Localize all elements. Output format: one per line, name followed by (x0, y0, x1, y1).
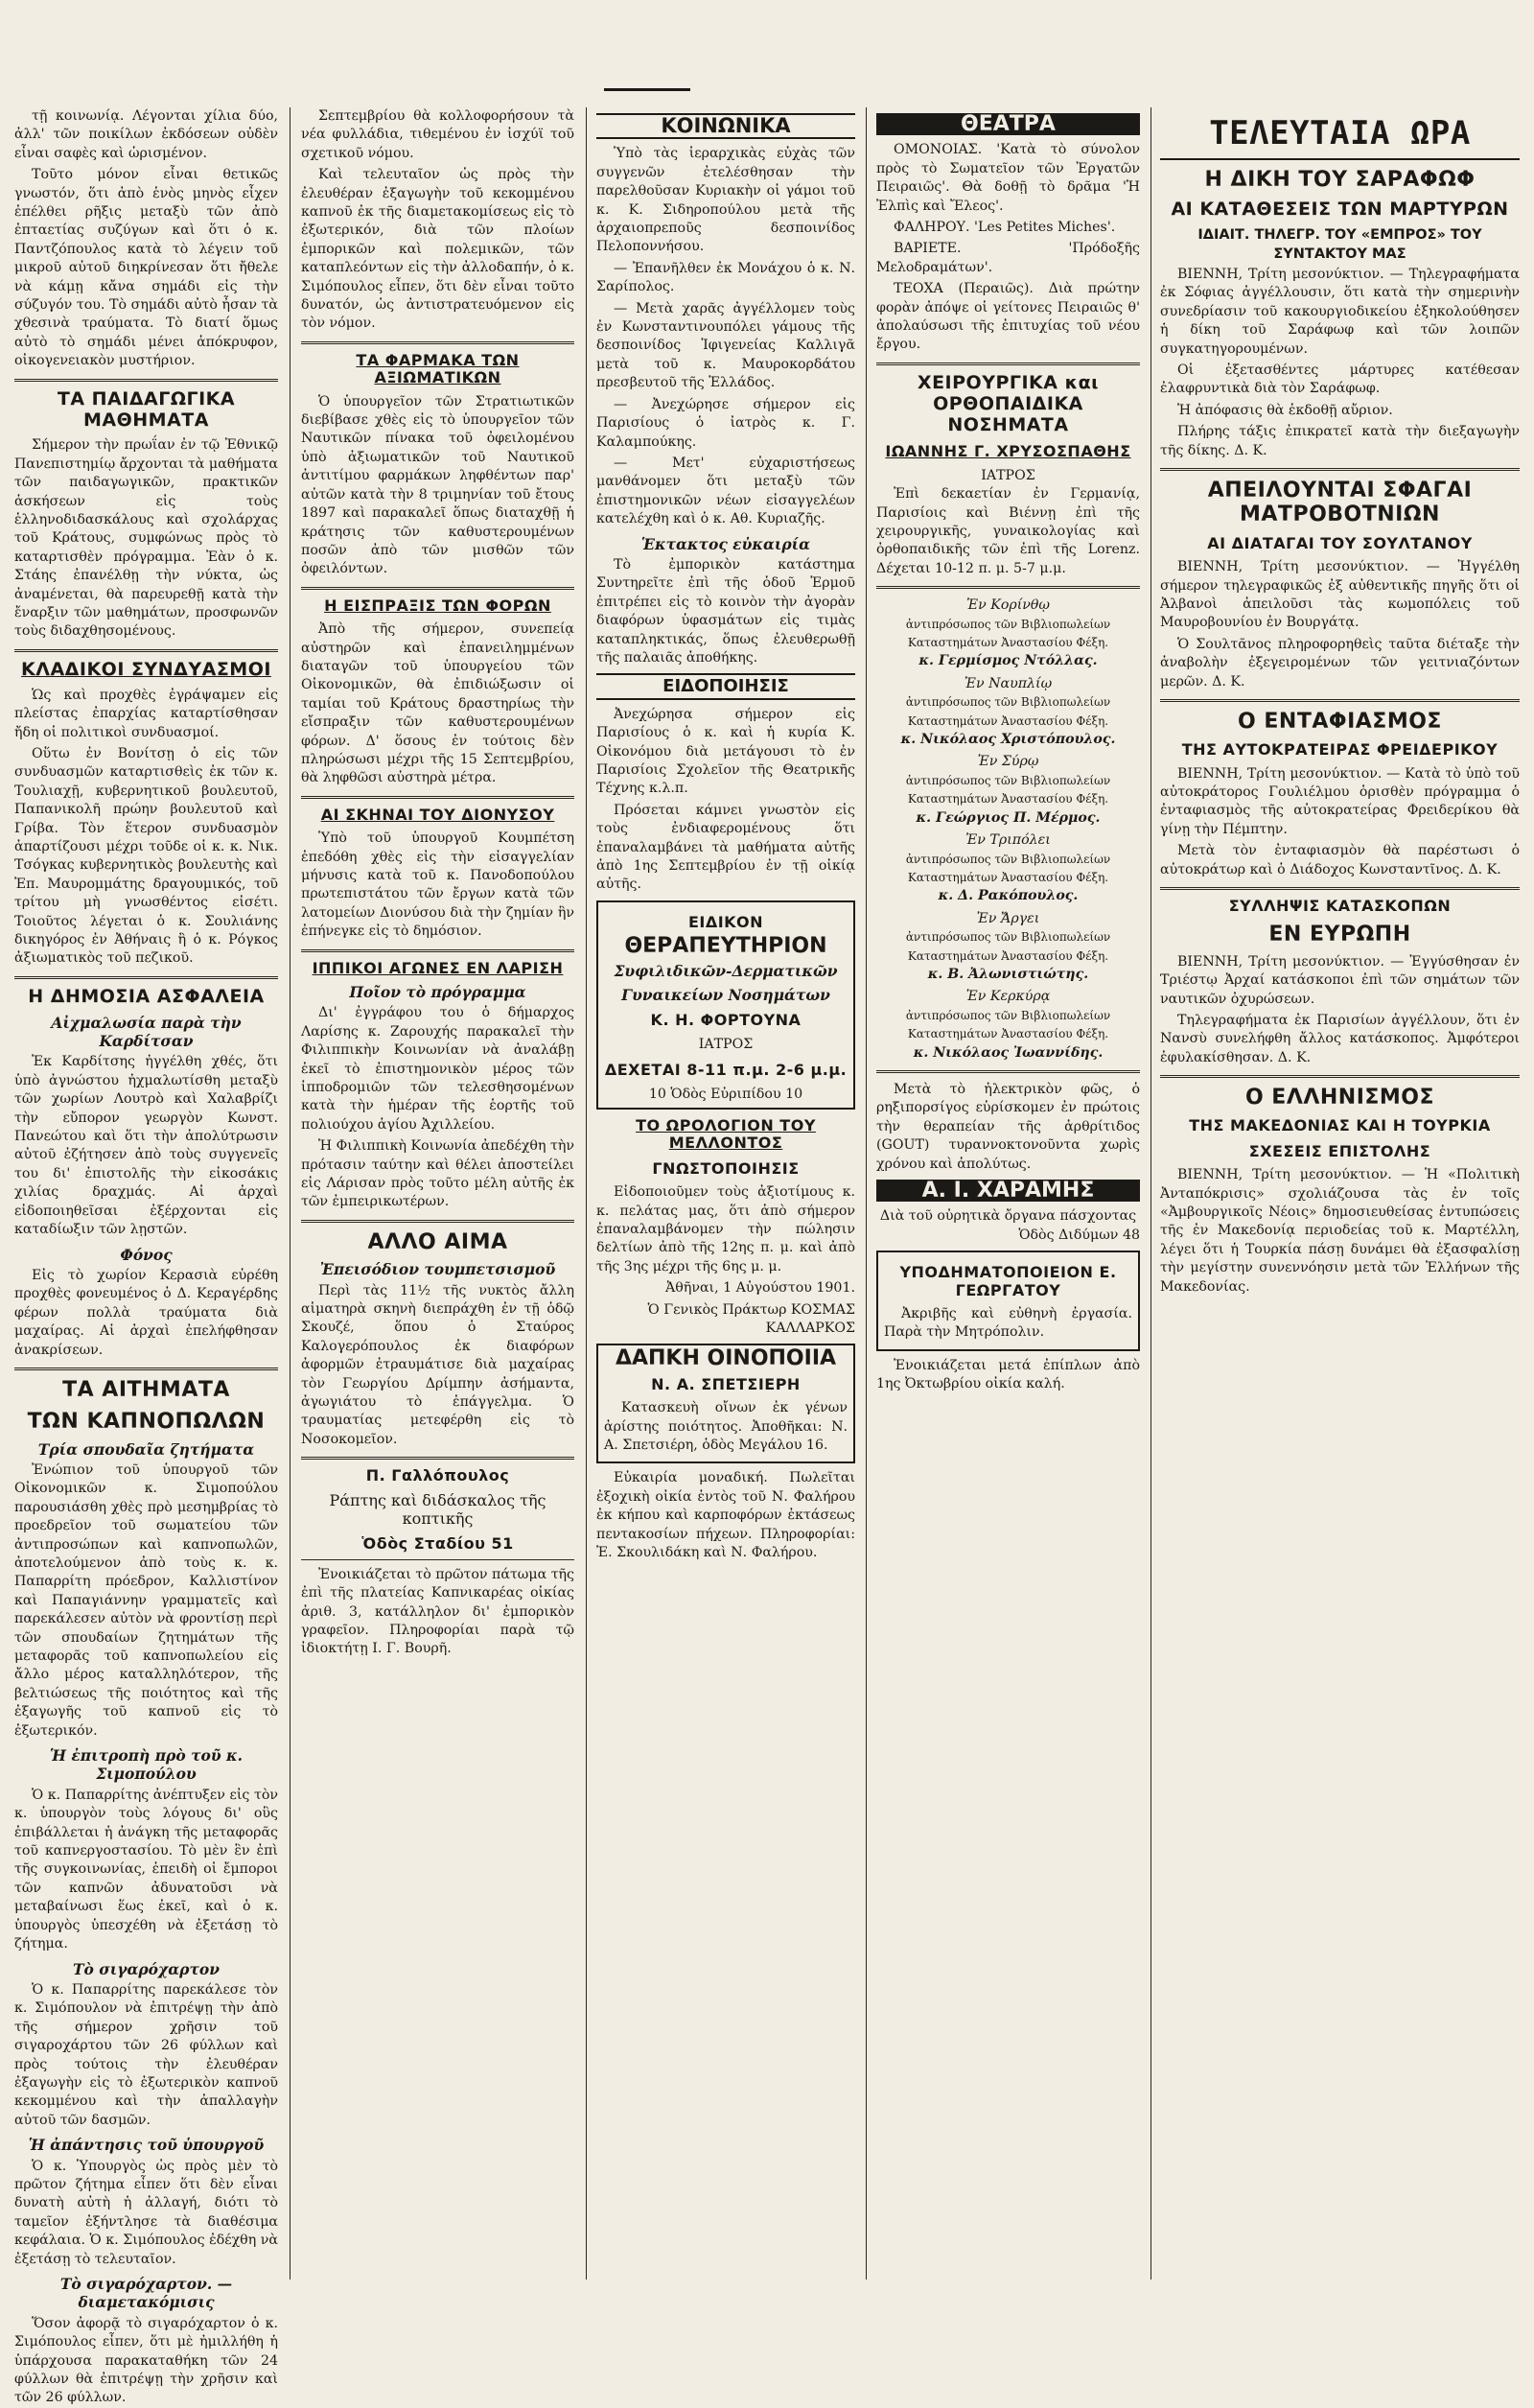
divider (301, 587, 574, 590)
article-text: Ὡς καὶ προχθὲς ἐγράψαμεν εἰς πλείστας ἐπαρχίας καταρτίσθησαν ἤδη οἱ πολιτικοὶ συνδυασμοί. (14, 687, 278, 740)
article-text: ΟΜΟΝΟΙΑΣ. 'Κατὰ τὸ σύνολον πρὸς τὸ Σωματεῖον τῶν Ἐργατῶν Πειραιῶς'. Θὰ δοθῇ τὸ δρᾶμα 'Ἡ Ἐλπὶς καὶ Ἔλεος'. (876, 142, 1140, 214)
article-text: Ὑπὸ τὰς ἱεραρχικὰς εὐχὰς τῶν συγγενῶν ἐτελέσθησαν τὴν παρελθοῦσαν Κυριακὴν οἱ γάμοι τοῦ κ. Κ. Σιδηροπούλου μετὰ τῆς ἀρχαιοπρεποῦς δεσποινίδος Πελοποννήσου. (596, 146, 855, 255)
article-text: — Ἐπανῆλθεν ἐκ Μονάχου ὁ κ. Ν. Σαρίπολος. (596, 260, 855, 295)
headline: ΑΙ ΣΚΗΝΑΙ ΤΟΥ ΔΙΟΝΥΣΟΥ (320, 805, 555, 824)
top-rule (604, 88, 690, 91)
ad-clinic (596, 900, 855, 1110)
article-text: Ὅσον ἀφορᾷ τὸ σιγαρόχαρτον ὁ κ. Σιμόπουλος εἶπεν, ὅτι μὲ ἠμιλλήθη ἡ ὑπάρχουσα παρακαταθήκη τῶν 24 φύλλων θὰ ἐπιτρέψῃ τὴν χρῆσιν καὶ τῶν 26 φύλλων. (14, 2315, 278, 2406)
article-text: Δι' ἐγγράφου του ὁ δήμαρχος Λαρίσης κ. Ζαρουχής παρακαλεῖ τὴν Φιλιππικὴν Κοινωνίαν νὰ ἀναλάβῃ ἐκεῖ τὸ ἐπιστημονικὸν μέρος τῶν ἱπποδρομιῶν τῶν τελεσθησομένων κατὰ τὴν ἡμέραν τῆς ἑορτῆς τοῦ πολιούχου ἁγίου Ἀχιλλείου. (301, 1005, 574, 1133)
article-text: ΒΙΕΝΝΗ, Τρίτη μεσονύκτιον. — Ἠγγέλθη σήμερον τηλεγραφικῶς ἐξ αὐθεντικῆς πηγῆς ὅτι οἱ Ἀλβανοὶ ἀπειλοῦσι τὰς κωμοπόλεις τοῦ Μαυροβουνίου ἐν Βουργάτᾳ. (1160, 559, 1520, 631)
telegram-line: ΙΔΙΑΙΤ. ΤΗΛΕΓΡ. ΤΟΥ «ΕΜΠΡΟΣ» ΤΟΥ ΣΥΝΤΑΚΤΟΥ ΜΑΣ (1197, 227, 1482, 262)
article-text: Πρόσεται κάμνει γνωστὸν εἰς τοὺς ἐνδιαφερομένους ὅτι ἐπαναλαμβάνει τὰ μαθήματα αὐτῆς ἀπὸ 1ης Σεπτεμβρίου ἐν τῇ οἰκίᾳ αὐτῆς. (596, 802, 855, 893)
column-rule (866, 107, 867, 2279)
subheadline: Τὸ σιγαρόχαρτον (73, 1959, 220, 1978)
divider (14, 976, 278, 979)
divider (1160, 1075, 1520, 1078)
ad-line: Γυναικείων Νοσημάτων (621, 986, 830, 1005)
article-text: ΒΙΕΝΝΗ, Τρίτη μεσονύκτιον. — Κατὰ τὸ ὑπὸ τοῦ αὐτοκράτορος Γουλιέλμου ὁρισθὲν πρόγραμμα ὁ ἐνταφιασμὸς τῆς αὐτοκρατείρας Φρειδερίκου θὰ γίνῃ τὴν Πέμπτην. (1160, 765, 1520, 837)
article-text: Ἡ Φιλιππικὴ Κοινωνία ἀπεδέχθη τὴν πρότασιν ταύτην καὶ θέλει ἀποστείλει εἰς Λάρισαν πρὸς τοῦτο μέλη αὐτῆς ἐκ τῶν ἐμπειρικωτέρων. (301, 1138, 574, 1210)
article-text: Ὑπὸ τοῦ ὑπουργοῦ Κουμπέτση ἐπεδόθη χθὲς εἰς τὴν εἰσαγγελίαν μήνυσις κατὰ τοῦ κ. Πανοδοπούλου πρωτεπιστάτου τῶν ἔργων κατὰ τῶν λατομείων Διονύσου διὰ τὴν ζημίαν ἣν ἐπήνεγκε εἰς τὸ δημόσιον. (301, 830, 574, 940)
article-text: Ἐκ Καρδίτσης ἠγγέλθη χθές, ὅτι ὑπὸ ἀγνώστου ἠχμαλωτίσθη μεταξὺ τῶν χωρίων Λουτρὸ καὶ Χαλαβρίζι τὴν εὔπορον γεωργὸν Κωνστ. Πανεώτου καὶ ὅτι τὴν ἀπολύτρωσιν αὐτοῦ ἐζήτησεν ἀπὸ τοὺς συγγενεῖς του δι' ἐπιστολῆς τὴν εἰκοσάκις χιλίας δραχμάς. Αἱ ἀρχαὶ εἰδοποιηθεῖσαι ἐξέρχονται εἰς καταδίωξιν τῶν λῃστῶν. (14, 1054, 278, 1238)
headline: ΤΗΣ ΑΥΤΟΚΡΑΤΕΙΡΑΣ ΦΡΕΙΔΕΡΙΚΟΥ (1181, 740, 1499, 760)
article-text: Εἰδοποιοῦμεν τοὺς ἀξιοτίμους κ. κ. πελάτας μας, ὅτι ἀπὸ σήμερον ἐπαναλαμβάνομεν τὴν πώλησιν δελτίων ἀπὸ τῆς 12ης π. μ. καὶ ἀπὸ τῆς 3ης μέχρι τῆς 6ης μ. μ. (596, 1184, 855, 1274)
ad-kicker: ΕΙΔΙΚΟΝ (687, 912, 764, 931)
divider (1160, 699, 1520, 702)
divider (876, 586, 1140, 589)
divider (14, 1368, 278, 1370)
headline: ΧΕΙΡΟΥΡΓΙΚΑ και ΟΡΘΟΠΑΙΔΙΚΑ ΝΟΣΗΜΑΤΑ (917, 371, 1100, 435)
headline: ΑΙ ΔΙΑΤΑΓΑΙ ΤΟΥ ΣΟΥΛΤΑΝΟΥ (1207, 533, 1473, 552)
article-text: ΒΑΡΙΕΤΕ. 'Πρόδοξῆς Μελοδραμάτων'. (876, 241, 1140, 275)
ad-line: Συφιλιδικῶν-Δερματικῶν (614, 961, 838, 980)
agent-name: κ. Γεώργιος Π. Μέρμος. (916, 809, 1101, 826)
divider (876, 362, 1140, 365)
article-text: Μετὰ τὸν ἐνταφιασμὸν θὰ παρέστωσι ὁ αὐτοκράτωρ καὶ ὁ Διάδοχος Κωνσταντῖνος. Δ. Κ. (1160, 843, 1520, 877)
headline: ΓΝΩΣΤΟΠΟΙΗΣΙΣ (652, 1158, 800, 1178)
article-text: Ἀνεχώρησα σήμερον εἰς Παρισίους ὁ κ. καὶ ἡ κυρία Κ. Οἰκονόμου διὰ μετάγουσι τὸ ἐν Παρισίοις Σχολεῖον τῆς Θεατρικῆς Τέχνης κ.λ.π. (596, 706, 855, 797)
agent-entry (876, 596, 1140, 671)
ad-title: Α. Ι. ΧΑΡΑΜΗΣ (876, 1180, 1140, 1202)
article-text: ΒΙΕΝΝΗ, Τρίτη μεσονύκτιον. — Ἐγγύσθησαν ἐν Τριέστῳ Ἀρχαί κατάσκοποι ἐπὶ τῶν σημάτων τῶν ναυτικῶν ὀχυρώσεων. (1160, 953, 1520, 1007)
article-text: Ἐπὶ δεκαετίαν ἐν Γερμανίᾳ, Παρισίοις καὶ Βιέννῃ ἐπὶ τῆς χειρουργικῆς, γυναικολογίας καὶ ὀρθοπαιδικῆς τῶν ἐπὶ τῆς Lorenz. Δέχεται 10-12 π. μ. 5-7 μ.μ. (876, 486, 1140, 576)
article-text: Ὁ κ. Παπαρρίτης ἀνέπτυξεν εἰς τὸν κ. ὑπουργὸν τοὺς λόγους δι' οὓς ἐπιβάλλεται ἡ ἀνάγκη τῆς μεταφορᾶς τοῦ καπνεργοστασίου. Τὸ μὲν ἓν ἐπὶ τῆς συγκοινωνίας, ἐπειδὴ οἱ ἔμποροι τῶν καπνῶν ἀδυνατοῦσι νὰ μεταβαίνωσι ἕως ἐκεῖ, καὶ ὁ κ. ὑπουργὸς ὑπεσχέθη νὰ ἐξετάσῃ τὸ ζήτημα. (14, 1787, 278, 1952)
ad-tailor (301, 1467, 574, 1554)
agent-entry (876, 753, 1140, 828)
ad-shoemaker (876, 1251, 1140, 1351)
article-text: Οὕτω ἐν Βονίτσῃ ὁ εἰς τῶν συνδυασμῶν καταρτισθεὶς ἐκ τῶν κ. Τουλιαχῇ, κυβερνητικοῦ βουλευτοῦ, Παπανικολῆ πρώην βουλευτοῦ καὶ Γρίβα. Τὸν ἕτερον συνδυασμὸν ἀπαρτίζουσι μέχρι τοῦδε οἱ κ. κ. Νικ. Τσόγκας κυβερνητικὸς βουλευτὴς καὶ Ἐπ. Μαυρομμάτης δραγουμικός, τοῦ τρίτου μὴ γνωσθέντος εἰσέτι. Τοιοῦτος λέγεται ὁ κ. Σουλιάνης δικηγόρος ἐν Ἀθήναις ἢ ὁ κ. Ρόγκος ἀξιωματικὸς τοῦ πεζικοῦ. (14, 745, 278, 967)
ad-title: ΥΠΟΔΗΜΑΤΟΠΟΙΕΙΟΝ Ε. ΓΕΩΡΓΑΤΟΥ (899, 1263, 1117, 1299)
column-2 (301, 107, 574, 2279)
agent-entry (876, 910, 1140, 985)
article-text: Μετὰ τὸ ἠλεκτρικὸν φῶς, ὁ ρηξιπορσίγος εὑρίσκομεν ἐν πρώτοις τὴν θεραπείαν τῆς ἀρθρίτιδος (GOUT) τυραννοκτονοῦντα χωρὶς χρόνου καὶ ἀπολύτως. (876, 1081, 1140, 1172)
article-text: Τοῦτο μόνον εἶναι θετικῶς γνωστόν, ὅτι ἀπὸ ἑνὸς μηνὸς εἶχεν ἐπέλθει ρῆξις μεταξὺ τῶν ἀπὸ ἐπταετίας συζύγων καὶ ὅτι ὁ κ. Παντζόπουλος κατὰ τὸ λέγειν τοῦ μικροῦ αὐτοῦ διηκρίνεσαν ὅτι ἤθελε νὰ κάμῃ κἄνα σημάδι εἰς τὴν σύζυγόν του. Τὸ σημάδι αὐτὸ ἦσαν τὰ χθεσινὰ τραύματα. Τὸ διατί ὅμως αὐτὸ τὸ σημάδι μένει ἀπόκρυφον, οἰκογενειακὸν μυστήριον. (14, 167, 278, 369)
subheadline: Ποῖον τὸ πρόγραμμα (349, 982, 526, 1001)
article-text: Ἐνώπιον τοῦ ὑπουργοῦ τῶν Οἰκονομικῶν κ. Σιμοπούλου παρουσιάσθη χθὲς πρὸ μεσημβρίας τὸ προεδρεῖον τοῦ σωματείου τῶν ἀντιπροσώπων καὶ καπνοπωλῶν, ἀποτελούμενον ἀπὸ τοὺς κ. κ. Παπαρρίτη πρόεδρον, Καλλιστίνον καὶ Παπαγιάννην γραμματεῖς καὶ παρεκάλεσεν αὐτὸν νὰ φροντίσῃ περὶ τῶν σπουδαίων ζητημάτων τῆς μεταφορᾶς τοῦ καπνοπωλείου εἰς ἄλλο μέρος καταλληλότερον, τῆς βελτιώσεως τῆς ποιότητος καὶ τῆς ἐξαγωγῆς τοῦ καπνοῦ εἰς τὸ ἐξωτερικόν. (14, 1461, 278, 1739)
article-text: Τηλεγραφήματα ἐκ Παρισίων ἀγγέλλουν, ὅτι ἐν Νανσὺ συνελήφθη ἄλλος κατάσκοπος. Ἀμφότεροι ἐφυλακίσθησαν. Δ. Κ. (1160, 1012, 1520, 1065)
ad-text: Ἀκριβῆς καὶ εὐθηνὴ ἐργασία. Παρὰ τὴν Μητρόπολιν. (884, 1306, 1132, 1341)
subheadline: Τὸ σιγαρόχαρτον. — διαμετακόμισις (59, 2275, 233, 2312)
ad-title: ΔΑΠΚΗ ΟΙΝΟΠΟΙΙΑ (615, 1346, 837, 1371)
headline: ΕΝ ΕΥΡΩΠΗ (1268, 923, 1411, 947)
divider (301, 341, 574, 344)
ad-address: Ὁδὸς Σταδίου 51 (361, 1534, 514, 1554)
agent-name: κ. Γερμίσμος Ντόλλας. (918, 653, 1098, 669)
agent-town: Ἐν Ἄργει (976, 910, 1040, 926)
ad-doctor: Κ. Η. ΦΟΡΤΟΥΝΑ (650, 1011, 802, 1030)
agent-name: κ. Νικόλαος Ἰωαννίδης. (913, 1044, 1104, 1061)
agent-name: κ. Δ. Ρακόπουλος. (938, 888, 1079, 904)
headline: ΤΑ ΑΙΤΗΜΑΤΑ (62, 1377, 230, 1402)
agent-note: ἀντιπρόσωπος τῶν Βιβλιοπωλείων Καταστημάτων Ἀναστασίου Φέξη. (905, 930, 1111, 963)
ad-text: Διὰ τοῦ οὐρητικὰ ὄργανα πάσχοντας (879, 1208, 1137, 1225)
agent-note: ἀντιπρόσωπος τῶν Βιβλιοπωλείων Καταστημάτων Ἀναστασίου Φέξη. (905, 695, 1111, 728)
headline: ΑΛΛΟ ΑΙΜΑ (367, 1229, 508, 1254)
headline: ΑΠΕΙΛΟΥΝΤΑΙ ΣΦΑΓΑΙ ΜΑΤΡΟΒΟΤΝΙΩΝ (1207, 479, 1473, 527)
agent-entry (876, 988, 1140, 1063)
section-header: ΕΙΔΟΠΟΙΗΣΙΣ (596, 673, 855, 699)
subheadline: Φόνος (120, 1245, 173, 1264)
article-text: Οἱ ἐξετασθέντες μάρτυρες κατέθεσαν ἐλαφρυντικὰ διὰ τὸν Σαράφωφ. (1160, 362, 1520, 397)
agent-entry (876, 675, 1140, 750)
section-header: ΘΕΑΤΡΑ (876, 113, 1140, 135)
headline: ΣΥΛΛΗΨΙΣ ΚΑΤΑΣΚΟΠΩΝ (1228, 897, 1452, 916)
section-header: ΚΟΙΝΩΝΙΚΑ (596, 113, 855, 139)
agent-name: κ. Β. Ἀλωνιστιώτης. (927, 966, 1089, 982)
article-text: ΤΕΟΧΑ (Περαιῶς). Διὰ πρώτην φορὰν ἀπόψε οἱ γείτονες Πειραιῶς θ' ἀπολαύσωσι τῆς ἐπιτυχίας τοῦ νέου ἔργου. (876, 281, 1140, 353)
column-rule (1150, 107, 1151, 2279)
article-text: Εἰς τὸ χωρίον Κερασιὰ εὑρέθη προχθὲς φονευμένος ὁ Δ. Κεραγέρδης φέρων πολλὰ τραύματα διὰ μαχαίρας. Αἱ ἀρχαὶ ἐπελήφθησαν ἀνακρίσεων. (14, 1267, 278, 1358)
article-text: Καὶ τελευταῖον ὡς πρὸς τὴν ἐλευθέραν ἐξαγωγὴν τοῦ κεκομμένου καπνοῦ ἐκ τῆς διαμετακομίσεως εἰς τὸ ἐξωτερικόν, διὰ τῶν πλοίων ἐμπορικῶν καὶ πολεμικῶν, τῶν καταπλεόντων εἰς τὴν ἀλλοδαπήν, ὁ κ. Σιμόπουλος εἶπεν, ὅτι δὲν εἶναι τοῦτο δυνατόν, ὡς ἀντιστρατευόμενον εἰς τὸν νόμον. (301, 167, 574, 332)
article-text: — Ἀνεχώρησε σήμερον εἰς Παρισίους ὁ ἰατρὸς κ. Γ. Καλαμπούκης. (596, 396, 855, 450)
subheadline: Ἡ ἀπάντησις τοῦ ὑπουργοῦ (28, 2136, 265, 2155)
divider (876, 1070, 1140, 1073)
article-text: Ἐνοικιάζεται τὸ πρῶτον πάτωμα τῆς ἐπὶ τῆς πλατείας Καπνικαρέας οἰκίας ἀριθ. 3, κατάλληλον δι' ἐμπορικὸν γραφεῖον. Πληροφορίαι παρὰ τῷ ἰδιοκτήτῃ Ι. Γ. Βουρῆ. (301, 1566, 574, 1657)
agent-note: ἀντιπρόσωπος τῶν Βιβλιοπωλείων Καταστημάτων Ἀναστασίου Φέξη. (905, 617, 1111, 650)
headline: ΤΗΣ ΜΑΚΕΔΟΝΙΑΣ ΚΑΙ Η ΤΟΥΡΚΙΑ (1189, 1116, 1491, 1135)
headline: ΙΠΠΙΚΟΙ ΑΓΩΝΕΣ ΕΝ ΛΑΡΙΣΗ (312, 958, 564, 977)
section-title: ΤΕΛΕΥΤΑΙΑ ΩΡΑ (1160, 115, 1520, 160)
column-rule (586, 107, 587, 2279)
subheadline: Ἑκτακτος εὐκαιρία (640, 534, 811, 553)
ad-hours: ΔΕΧΕΤΑΙ 8-11 π.μ. 2-6 μ.μ. (604, 1061, 848, 1080)
headline: Η ΔΙΚΗ ΤΟΥ ΣΑΡΑΦΩΦ (1204, 168, 1476, 193)
agent-town: Ἐν Κερκύρᾳ (965, 989, 1051, 1005)
article-text: Ὁ κ. Ὑπουργὸς ὡς πρὸς μὲν τὸ πρῶτον ζήτημα εἶπεν ὅτι δὲν εἶναι δυνατὴ αὐτὴ ἡ ἀλλαγή, διότι τὸ ταμεῖον ἐξήντλησε τὰ διαθέσιμα κεφάλαια. Ὁ κ. Σιμόπουλος ἐδέχθη νὰ ἐξετάσῃ τὸ τελευταῖον. (14, 2158, 278, 2267)
article-text: Ἐνοικιάζεται μετά ἐπίπλων ἀπὸ 1ης Ὀκτωβρίου οἰκία καλή. (876, 1357, 1140, 1392)
subheadline: Αἰχμαλωσία παρὰ τὴν Καρδίτσαν (51, 1013, 242, 1051)
ad-title: ΘΕΡΑΠΕΥΤΗΡΙΟΝ (624, 934, 827, 959)
headline: ΑΙ ΚΑΤΑΘΕΣΕΙΣ ΤΩΝ ΜΑΡΤΥΡΩΝ (1171, 199, 1509, 221)
divider (301, 1220, 574, 1223)
divider (14, 649, 278, 652)
ad-name: Π. Γαλλόπουλος (365, 1466, 510, 1485)
article-text: — Μετὰ χαρᾶς ἀγγέλλομεν τοὺς ἐν Κωνσταντινουπόλει γάμους τῆς δεσποινίδος Ἰφιγενείας Καλλιγᾶ μετὰ τοῦ κ. Μαυροκορδάτου πρεσβευτοῦ τῆς Ἑλλάδος. (596, 300, 855, 391)
article-text: Ὁ Σουλτᾶνος πληροφορηθεὶς ταῦτα διέταξε τὴν ἀναβολὴν ἐξεγειρομένων τῶν γειτνιαζόντων μερῶν. Δ. Κ. (1160, 636, 1520, 690)
article-text: Ὁ ὑπουργεῖον τῶν Στρατιωτικῶν διεβίβασε χθὲς εἰς τὸ ὑπουργεῖον τῶν Ναυτικῶν πίνακα τοῦ ὀφειλομένου ὑπὸ ἀξιωματικῶν τοῦ Ναυτικοῦ ἀντιτίμου φαρμάκων ληφθέντων παρ' αὐτῶν κατὰ τὴν 8 τριμηνίαν τοῦ ἔτους 1897 καὶ παρακαλεῖ ὅπως διαταχθῇ ἡ κράτησις τῶν καθυστερουμένων ποσῶν ἀπὸ τῶν μισθῶν τῶν ὀφειλόντων. (301, 393, 574, 577)
column-5 (1160, 107, 1520, 2279)
agent-name: κ. Νικόλαος Χριστόπουλος. (900, 732, 1116, 748)
divider (301, 796, 574, 799)
ad-address: Ὁδὸς Διδύμων 48 (1018, 1227, 1140, 1243)
article-text: τῇ κοινωνίᾳ. Λέγονται χίλια δύο, ἀλλ' τῶν ποικίλων ἐκδόσεων οὐδὲν εἶναι σαφὲς καὶ ὡρισμένον. (14, 108, 278, 161)
article-text: Πλήρης τάξις ἐπικρατεῖ κατὰ τὴν διεξαγωγὴν τῆς δίκης. Δ. Κ. (1160, 424, 1520, 458)
article-text: Σήμερον τὴν πρωΐαν ἐν τῷ Ἐθνικῷ Πανεπιστημίῳ ἄρχονται τὰ μαθήματα τῶν παιδαγωγικῶν, πρακτικῶν ἀσκήσεων εἰς τοὺς ἑλληνοδιδασκάλους καὶ σχολάρχας τοῦ Κράτους, συμφώνως πρὸς τὸ καταρτισθὲν πρόγραμμα. Ἐὰν ὁ κ. Στάης ἐπανέλθῃ τὴν νύκτα, ὡς ἀναμένεται, θὰ παρευρεθῇ κατὰ τὴν ἔναρξιν τῶν μαθημάτων, προσφωνῶν τοὺς διδαχθησομένους. (14, 437, 278, 640)
article-text: Ἀπὸ τῆς σήμερον, συνεπείᾳ αὐστηρῶν καὶ ἐπανειλημμένων διαταγῶν τοῦ ὑπουργείου τῶν Οἰκονομικῶν, θὰ ἐπιδιώξωσιν οἱ ταμίαι τοῦ Κράτους δραστηρίως τὴν εἴσπραξιν τῶν καθυστερουμένων φόρων. Δ' ὅσους ἐν τούτοις δὲν πληρώσωσι μέχρι τῆς 15 Σεπτεμβρίου, θὰ ληφθῶσι αὐστηρὰ μέτρα. (301, 621, 574, 786)
headline: Η ΔΗΜΟΣΙΑ ΑΣΦΑΛΕΙΑ (28, 985, 265, 1007)
agent-town: Ἐν Σύρῳ (977, 754, 1039, 770)
agent-entry (876, 831, 1140, 906)
article-text: Τὸ ἐμπορικὸν κατάστημα Συντηρεῖτε ἐπὶ τῆς ὁδοῦ Ἑρμοῦ ἐπιτρέπει εἰς τὸ κοινὸν τὴν ἀγορὰν διαφόρων ὑφασμάτων εἰς τιμὰς καταπληκτικάς, ὅπως ἐλευθερωθῇ τῆς παλαιᾶς ἀποθήκης. (596, 556, 855, 666)
headline: ΤΟ ΩΡΟΛΟΓΙΟΝ ΤΟΥ ΜΕΛΛΟΝΤΟΣ (636, 1116, 816, 1153)
agent-town: Ἐν Τριπόλει (965, 832, 1051, 849)
ad-name: ΙΩΑΝΝΗΣ Γ. ΧΡΥΣΟΣΠΑΘΗΣ (885, 442, 1131, 461)
dateline: Ἀθῆναι, 1 Αὐγούστου 1901. (665, 1280, 855, 1297)
article-text: ΒΙΕΝΝΗ, Τρίτη μεσονύκτιον. — Ἡ «Πολιτικὴ Ἀνταπόκρισις» σχολιάζουσα τὰς ἐν τοῖς «Ἀμβουργικοῖς Νέοις» δημοσιευθείσας ἐντυπώσεις τῆς ἐν Μακεδονίᾳ περιοδείας τοῦ κ. Μαρτέλλη, λέγει ὅτι ἡ Τουρκία πάσῃ δυνάμει θὰ ἐξασφαλίσῃ τὴν μεγίστην συνεννόησιν μετὰ τῶν Ἑλλήνων τῆς Μακεδονίας. (1160, 1167, 1520, 1295)
article-text: Εὐκαιρία μοναδική. Πωλεῖται ἐξοχικὴ οἰκία ἐντὸς τοῦ Ν. Φαλήρου ἐκ κήπου καὶ καρποφόρων ἐκτάσεως πεντακοσίων πήχεων. Πληροφορίαι: Ἐ. Σκουλιδάκη καὶ Ν. Φαλήρου. (596, 1470, 855, 1561)
ad-role: ΙΑΤΡΟΣ (698, 1036, 754, 1052)
divider (14, 379, 278, 382)
article-text: ΦΑΛΗΡΟΥ. 'Les Petites Miches'. (894, 220, 1116, 236)
subheadline: Ἡ ἐπιτροπὴ πρὸ τοῦ κ. Σιμοπούλου (49, 1746, 244, 1784)
headline: ΤΩΝ ΚΑΠΝΟΠΩΛΩΝ (27, 1410, 266, 1435)
agent-note: ἀντιπρόσωπος τῶν Βιβλιοπωλείων Καταστημάτων Ἀναστασίου Φέξη. (905, 852, 1111, 884)
signature: Ὁ Γενικὸς Πράκτωρ ΚΟΣΜΑΣ ΚΑΛΛΑΡΚΟΣ (647, 1301, 855, 1337)
divider (301, 1559, 574, 1560)
headline: Η ΕΙΣΠΡΑΞΙΣ ΤΩΝ ΦΟΡΩΝ (324, 596, 551, 615)
ad-text: Κατασκευὴ οἴνων ἐκ γένων ἀρίστης ποιότητος. Ἀποθῆκαι: Ν. Α. Σπετσιέρη, ὁδὸς Μεγάλου 16. (604, 1400, 848, 1454)
article-text: — Μετ' εὐχαριστήσεως μανθάνομεν ὅτι μεταξὺ τῶν ἐπιστημονικῶν νέων εἰσαγγελέων κατελέχθη καὶ ὁ κ. Αθ. Κυριαζῆς. (596, 455, 855, 527)
headline: ΤΑ ΦΑΡΜΑΚΑ ΤΩΝ ΑΞΙΩΜΑΤΙΚΩΝ (356, 350, 520, 387)
article-text: Ὁ κ. Παπαρρίτης παρεκάλεσε τὸν κ. Σιμόπουλον νὰ ἐπιτρέψῃ τὴν ἀπὸ τῆς σήμερον χρῆσιν τοῦ σιγαροχάρτου τῶν 26 φύλλων καὶ πρὸς τούτοις τὴν ἐλευθέραν ἐξαγωγὴν εἰς τὸ ἐξωτερικὸν καπνοῦ κεκομμένου καὶ τὴν ἀπαλλαγὴν αὐτοῦ τῶν δασμῶν. (14, 1981, 278, 2128)
column-3 (596, 107, 855, 2279)
agent-note: ἀντιπρόσωπος τῶν Βιβλιοπωλείων Καταστημάτων Ἀναστασίου Φέξη. (905, 1008, 1111, 1041)
divider (1160, 887, 1520, 890)
article-text: Ἡ ἀπόφασις θὰ ἐκδοθῇ αὔριον. (1177, 402, 1393, 418)
divider (301, 1457, 574, 1460)
divider (1160, 468, 1520, 471)
article-text: Σεπτεμβρίου θὰ κολλοφορήσουν τὰ νέα φυλλάδια, τιθεμένου ἐν ἰσχύϊ τοῦ σχετικοῦ νόμου. (301, 108, 574, 161)
ad-address: 10 Ὁδὸς Εὐριπίδου 10 (648, 1086, 803, 1102)
headline: ΚΛΑΔΙΚΟΙ ΣΥΝΔΥΑΣΜΟΙ (21, 658, 271, 680)
column-rule (290, 107, 291, 2279)
ad-trade: Ράπτης καὶ διδάσκαλος τῆς κοπτικῆς (329, 1490, 546, 1529)
column-4 (876, 107, 1140, 2279)
divider (301, 949, 574, 952)
agent-note: ἀντιπρόσωπος τῶν Βιβλιοπωλείων Καταστημάτων Ἀναστασίου Φέξη. (905, 773, 1111, 807)
subheadline: Ἐπεισόδιον τουμπετσισμοῦ (319, 1260, 556, 1279)
ad-role: ΙΑΤΡΟΣ (981, 467, 1035, 483)
ad-winery (596, 1344, 855, 1463)
agent-town: Ἐν Κορίνθῳ (965, 597, 1051, 614)
subheadline: Τρία σπουδαῖα ζητήματα (37, 1439, 255, 1459)
article-text: ΒΙΕΝΝΗ, Τρίτη μεσονύκτιον. — Τηλεγραφήματα ἐκ Σόφιας ἀγγέλλουσιν, ὅτι κατὰ τὴν σημερινὴν συνεδρίασιν τοῦ κακουργιοδικείου ἐξηκολούθησεν ἡ δίκη τοῦ Σαράφωφ καὶ τῶν λοιπῶν συγκατηγορουμένων. (1160, 267, 1520, 357)
headline: Ο ΕΝΤΑΦΙΑΣΜΟΣ (1238, 709, 1442, 734)
agent-town: Ἐν Ναυπλίῳ (964, 675, 1053, 691)
headline: ΤΑ ΠΑΙΔΑΓΩΓΙΚΑ ΜΑΘΗΜΑΤΑ (57, 387, 236, 431)
article-text: Περὶ τὰς 11½ τῆς νυκτὸς ἄλλη αἱματηρὰ σκηνὴ διεπράχθη ἐν τῇ ὁδῷ Σκουζέ, ὅπου ὁ Σταύρος Καλογερόπουλος ἐκ διαφόρων ἀφορμῶν ἐτραυμάτισε διὰ μαχαίρας τὸν Γεωργίου Δρίμπην ἀσήμαντα, ἀγωγιάτου τὸ ἐπάγγελμα. Ὁ τραυματίας μετεφέρθη εἰς τὸ Νοσοκομεῖον. (301, 1282, 574, 1447)
headline: Ο ΕΛΛΗΝΙΣΜΟΣ (1244, 1086, 1435, 1110)
headline: ΣΧΕΣΕΙΣ ΕΠΙΣΤΟΛΗΣ (1248, 1141, 1431, 1160)
ad-by: Ν. Α. ΣΠΕΤΣΙΕΡΗ (651, 1374, 801, 1393)
column-1 (14, 107, 278, 2406)
